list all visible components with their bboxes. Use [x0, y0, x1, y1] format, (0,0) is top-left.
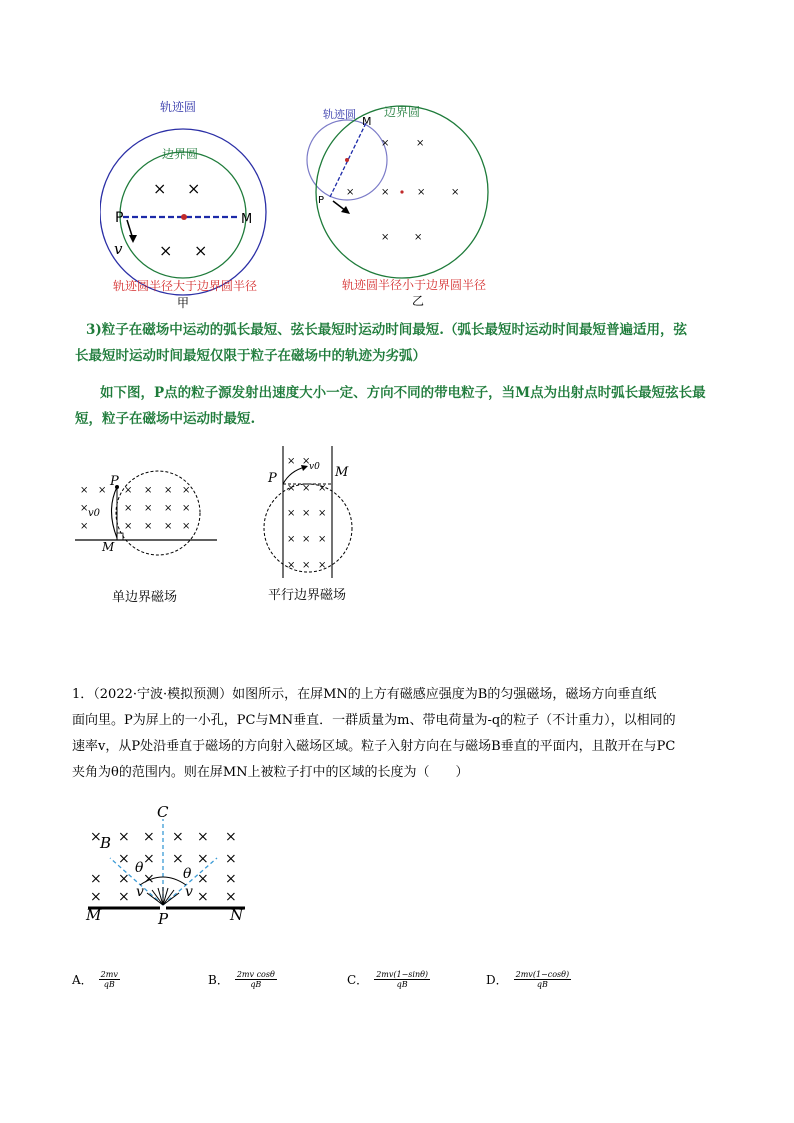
option-b-letter: B． [208, 973, 229, 987]
option-c-numerator: 2mv(1−sinθ) [376, 970, 429, 979]
field-cross: × [287, 483, 296, 494]
field-cross: × [153, 179, 167, 198]
point3-paragraph [75, 317, 726, 369]
example-line2: 短，粒子在磁场中运动时最短. [75, 411, 256, 427]
point-p-label: P [115, 210, 124, 226]
question-line2: 面向里。P为屏上的一小孔，PC与MN垂直．一群质量为m、带电荷量为-q的粒子（不计重力），以相同的 [72, 713, 676, 728]
point-m-label: M [102, 540, 115, 554]
field-cross: × [124, 485, 133, 496]
question-line3: 速率v，从P处沿垂直于磁场的方向射入磁场区域。粒子入射方向在与磁场B垂直的平面内，且散开在与PC [72, 739, 676, 754]
field-cross: × [80, 521, 89, 532]
field-cross: × [287, 560, 296, 571]
question-1 [72, 682, 732, 786]
field-cross: × [414, 232, 423, 243]
point-m-label: M [241, 212, 253, 227]
option-d-numerator: 2mv(1−cosθ) [515, 970, 570, 979]
theta-left: θ [135, 860, 144, 876]
field-cross: × [287, 534, 296, 545]
field-cross: × [118, 829, 130, 845]
option-a[interactable] [72, 970, 120, 989]
field-cross: × [143, 829, 155, 845]
question-line1: 1．（2022·宁波·模拟预测）如图所示，在屏MN的上方有磁感应强度为B的匀强磁场，磁场方向垂直纸 [72, 687, 657, 702]
track-circle-label: 轨迹圆 [160, 100, 197, 114]
field-cross: × [182, 485, 191, 496]
example-paragraph [75, 380, 730, 432]
figure-yi-caption: 轨迹圆半径小于边界圆半径 [342, 278, 487, 292]
velocity-label: v0 [88, 508, 101, 519]
arrow-head [129, 235, 137, 243]
dashed-circle [264, 484, 352, 572]
track-center-dot [345, 158, 349, 162]
velocity-fan [147, 887, 179, 905]
option-b[interactable] [208, 970, 277, 989]
option-a-denominator: qB [103, 980, 115, 989]
field-cross: × [225, 829, 237, 845]
field-cross: × [302, 483, 311, 494]
field-cross: × [197, 829, 209, 845]
trajectory-arc [283, 467, 305, 484]
boundary-circle-label: 边界圆 [162, 147, 199, 161]
point-p-label: P [110, 474, 119, 489]
boundary-circle-label: 边界圆 [384, 105, 421, 119]
velocity-left: v [136, 884, 144, 900]
option-c-formula [374, 970, 430, 989]
field-cross: × [346, 187, 355, 198]
field-cross: × [172, 851, 184, 867]
field-cross: × [159, 241, 173, 260]
velocity-right: v [185, 884, 193, 900]
velocity-label: v0 [309, 462, 320, 472]
option-d-letter: D． [486, 973, 508, 987]
field-cross: × [182, 521, 191, 532]
field-cross: × [197, 851, 209, 867]
field-cross: × [302, 560, 311, 571]
field-cross: × [318, 508, 327, 519]
field-cross: × [90, 871, 102, 887]
field-cross: × [124, 503, 133, 514]
right-angle-mark [117, 533, 123, 540]
field-cross: × [416, 138, 425, 149]
field-cross: × [225, 889, 237, 905]
theta-right: θ [183, 866, 192, 882]
option-b-numerator: 2mv cosθ [236, 970, 275, 979]
field-cross: × [118, 889, 130, 905]
question-line4: 夹角为θ的范围内。则在屏MN上被粒子打中的区域的长度为（ ） [72, 765, 469, 780]
figure-jia-sublabel: 甲 [177, 296, 190, 310]
option-d[interactable] [486, 970, 571, 989]
field-cross: × [143, 871, 155, 887]
label-b: B [100, 834, 112, 852]
field-cross: × [381, 187, 390, 198]
option-c-denominator: qB [396, 980, 408, 989]
field-cross: × [287, 508, 296, 519]
field-cross: × [417, 187, 426, 198]
field-cross: × [225, 871, 237, 887]
field-cross: × [302, 508, 311, 519]
boundary-center-dot [400, 190, 403, 193]
field-cross: × [302, 534, 311, 545]
field-cross: × [451, 187, 460, 198]
field-cross: × [172, 829, 184, 845]
option-a-numerator: 2mv [100, 970, 118, 979]
field-cross: × [197, 871, 209, 887]
point3-line1: 3)粒子在磁场中运动的弧长最短、弦长最短时运动时间最短.（弧长最短时运动时间最短普遍适用，弦 [86, 322, 687, 338]
field-cross: × [302, 456, 311, 467]
field-cross: × [80, 485, 89, 496]
option-b-denominator: qB [250, 980, 262, 989]
field-cross: × [144, 503, 153, 514]
figure-single-caption: 单边界磁场 [112, 590, 178, 605]
option-c[interactable] [347, 970, 430, 989]
velocity-label: v [114, 240, 123, 258]
point-m-label: M [362, 115, 372, 128]
option-a-letter: A． [72, 973, 93, 987]
option-b-formula [235, 970, 277, 989]
field-cross: × [80, 503, 89, 514]
figure-yi-sublabel: 乙 [412, 294, 425, 308]
field-cross: × [90, 829, 102, 845]
figure-jia-caption: 轨迹圆半径大于边界圆半径 [113, 279, 258, 293]
field-cross: × [197, 889, 209, 905]
field-cross: × [90, 889, 102, 905]
point-p-label: P [318, 195, 325, 206]
figure-yi [300, 105, 500, 285]
field-cross: × [381, 138, 390, 149]
field-cross: × [144, 521, 153, 532]
field-cross: × [318, 534, 327, 545]
center-dot [181, 214, 187, 220]
point3-line2: 长最短时运动时间最短仅限于粒子在磁场中的轨迹为劣弧） [75, 348, 426, 364]
field-cross: × [287, 456, 296, 467]
field-cross: × [225, 851, 237, 867]
field-cross: × [182, 503, 191, 514]
label-n: N [230, 906, 244, 924]
field-cross: × [164, 521, 173, 532]
arrow-head [341, 206, 350, 214]
field-cross: × [124, 521, 133, 532]
field-cross: × [143, 851, 155, 867]
field-cross: × [164, 485, 173, 496]
option-c-letter: C． [347, 973, 369, 987]
field-cross: × [118, 851, 130, 867]
label-p: P [158, 910, 169, 928]
figure-parallel-caption: 平行边界磁场 [268, 588, 347, 603]
point-p-label: P [268, 471, 277, 486]
field-cross: × [118, 871, 130, 887]
field-cross: × [194, 241, 208, 260]
label-c: C [157, 803, 169, 821]
field-cross: × [98, 485, 107, 496]
option-d-formula [514, 970, 571, 989]
option-d-denominator: qB [536, 980, 548, 989]
field-cross: × [164, 503, 173, 514]
point-m-label: M [335, 465, 349, 480]
field-cross: × [144, 485, 153, 496]
option-a-formula [99, 970, 120, 989]
field-cross: × [381, 232, 390, 243]
field-cross: × [318, 483, 327, 494]
track-circle-label: 轨迹圆 [323, 108, 356, 121]
field-cross: × [187, 179, 201, 198]
field-cross: × [318, 560, 327, 571]
label-m: M [86, 906, 102, 924]
example-line1: 如下图，P点的粒子源发射出速度大小一定、方向不同的带电粒子，当M点为出射点时弧长最短弦长最 [100, 385, 706, 401]
